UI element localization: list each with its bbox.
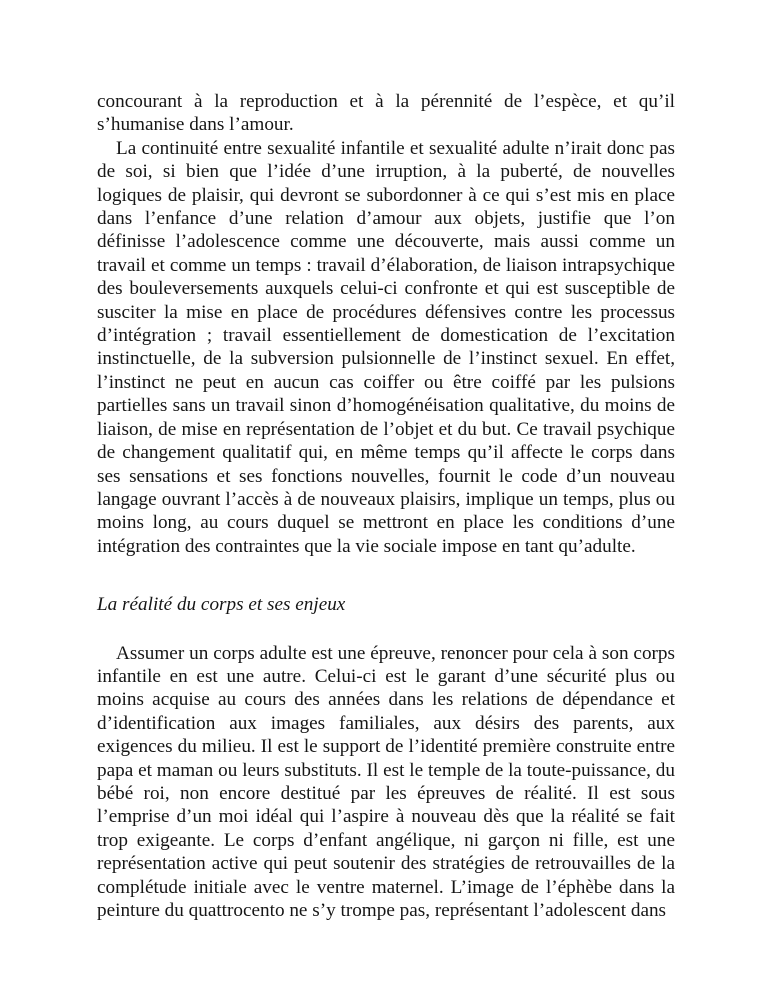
- document-page: [97, 90, 675, 922]
- section-heading: La réalité du corps et ses enjeux: [97, 594, 346, 616]
- paragraph-continuation: concourant à la reproduction et à la pérennité de l’espèce, et qu’il s’humanise dans l’amour.: [97, 91, 675, 136]
- paragraph-adolescence-work: La continuité entre sexualité infantile et sexualité adulte n’irait donc pas de soi, si bien que l’idée d’une irruption, à la puberté, de nouvelles logiques de plaisir, qui devront se subordonner à ce qui s’est mis en place dans l’enfance d’une relation d’amour aux objets, justifie que l’on définisse l’adolescence comme une découverte, mais aussi comme un travail et comme un temps : travail d’élaboration, de liaison intrapsychique des bouleversements auxquels celui-ci confronte et qui est susceptible de susciter la mise en place de procédures défensives contre les processus d’intégration ; travail essentiellement de domestication de l’excitation instinctuelle, de la subversion pulsionnelle de l’instinct sexuel. En effet, l’instinct ne peut en aucun cas coiffer ou être coiffé par les pulsions partielles sans un travail sinon d’homogénéisation qualitative, du moins de liaison, de mise en représentation de l’objet et du but. Ce travail psychique de changement qualitatif qui, en même temps qu’il affecte le corps dans ses sensations et ses fonctions nouvelles, fournit le code d’un nouveau langage ouvrant l’accès à de nouveaux plaisirs, implique un temps, plus ou moins long, au cours duquel se mettront en place les conditions d’une intégration des contraintes que la vie sociale impose en tant qu’adulte.: [97, 137, 675, 557]
- paragraph-body-reality: Assumer un corps adulte est une épreuve, renoncer pour cela à son corps infantile en est une autre. Celui-ci est le garant d’une sécurité plus ou moins acquise au cours des années dans les relations de dépendance et d’identification aux images familiales, aux désirs des parents, aux exigences du milieu. Il est le support de l’identité première construite entre papa et maman ou leurs substituts. Il est le temple de la toute-puissance, du bébé roi, non encore destitué par les épreuves de réalité. Il est sous l’emprise d’un moi idéal qui l’aspire à nouveau dès que la réalité se fait trop exigeante. Le corps d’enfant angélique, ni garçon ni fille, est une représentation active qui peut soutenir des stratégies de retrouvailles de la complétude initiale avec le ventre maternel. L’image de l’éphèbe dans la peinture du quattrocento ne s’y trompe pas, représentant l’adolescent dans: [97, 642, 675, 921]
